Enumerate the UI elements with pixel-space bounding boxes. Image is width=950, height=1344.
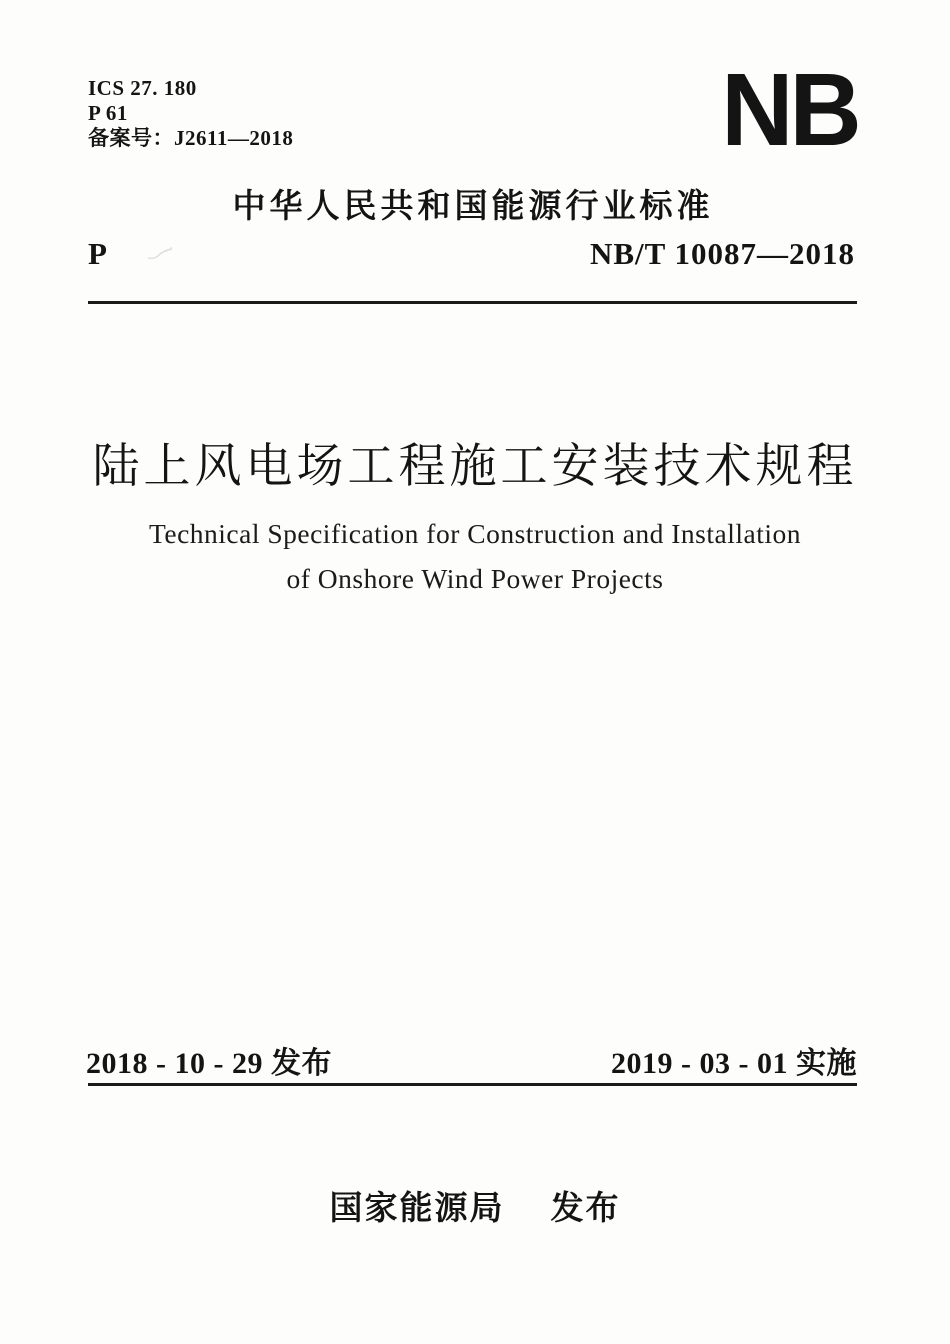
nb-logo: NB (721, 52, 858, 167)
title-chinese: 陆上风电场工程施工安装技术规程 (92, 441, 858, 493)
implement-date: 2019 - 03 - 01 实施 (611, 1047, 857, 1080)
title-english (0, 511, 950, 601)
title-english-line2: of Onshore Wind Power Projects (286, 563, 664, 594)
record-number: 备案号：J2611—2018 (88, 126, 294, 150)
issuer-name: 国家能源局 (329, 1189, 505, 1226)
header-rule (88, 301, 857, 304)
issue-action-label: 发布 (550, 1189, 621, 1226)
title-english-line1: Technical Specification for Construction and Installation (148, 518, 802, 549)
standard-number: NB/T 10087—2018 (589, 236, 855, 271)
designation-row (88, 236, 855, 272)
footer-rule (88, 1083, 857, 1086)
ics-code: ICS 27. 180 (88, 76, 197, 100)
publisher-row (0, 1182, 950, 1229)
doc-class-letter: P (88, 236, 107, 271)
scan-smudge-mark (146, 246, 174, 262)
issue-date: 2018 - 10 - 29 发布 (86, 1047, 332, 1080)
standard-type-heading: 中华人民共和国能源行业标准 (232, 187, 714, 224)
dates-row (86, 1038, 857, 1082)
classification-codes-block (88, 76, 293, 151)
china-class-code: P 61 (88, 101, 128, 125)
